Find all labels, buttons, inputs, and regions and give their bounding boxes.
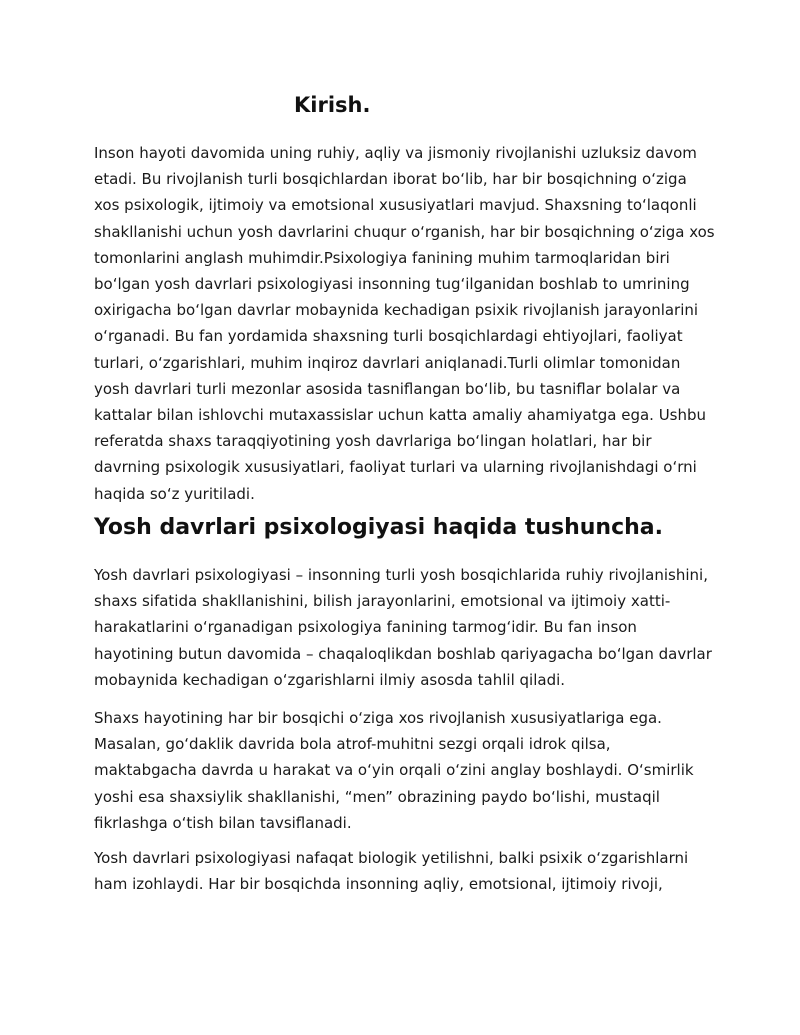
section-paragraph-3: Yosh davrlari psixologiyasi nafaqat biologik yetilishni, balki psixik o‘zgarishlarni ham izohlaydi. Har bir bosqichda insonning aqliy, emotsional, ijtimoiy rivoji, xyxy=(94,849,689,894)
document-title: Kirish. xyxy=(294,93,371,117)
section-heading: Yosh davrlari psixologiyasi haqida tushuncha. xyxy=(94,515,663,540)
section-paragraph-2: Shaxs hayotining har bir bosqichi o‘ziga xos rivojlanish xususiyatlariga ega. Masalan, go‘daklik davrida bola atrof-muhitni sezgi orqali idrok qilsa, maktabgacha davrda u harakat va o‘yin orqali o‘zini anglay boshlaydi. O‘smirlik yoshi esa shaxsiylik shakllanishi, “men” obrazining paydo bo‘lishi, mustaqil fikrlashga o‘tish bilan tavsiflanadi. xyxy=(94,709,694,832)
intro-paragraph: Inson hayoti davomida uning ruhiy, aqliy va jismoniy rivojlanishi uzluksiz davom etadi. Bu rivojlanish turli bosqichlardan iborat bo‘lib, har bir bosqichning o‘ziga xos psixologik, ijtimoiy va emotsional xususiyatlari mavjud. Shaxsning to‘laqonli shakllanishi uchun yosh davrlarini chuqur o‘rganish, har bir bosqichning o‘ziga xos tomonlarini anglash muhimdir.Psixologiya fanining muhim tarmoqlaridan biri bo‘lgan yosh davrlari psixologiyasi insonning tug‘ilganidan boshlab to umrining oxirigacha bo‘lgan davrlar mobaynida kechadigan psixik rivojlanish jarayonlarini o‘rganadi. Bu fan yordamida shaxsning turli bosqichlardagi ehtiyojlari, faoliyat turlari, o‘zgarishlari, muhim inqiroz davrlari aniqlanadi.Turli olimlar tomonidan yosh davrlari turli mezonlar asosida tasniflangan bo‘lib, bu tasniflar bolalar va kattalar bilan ishlovchi mutaxassislar uchun katta amaliy ahamiyatga ega. Ushbu referatda shaxs taraqqiyotining yosh davrlariga bo‘lingan holatlari, har bir davrning psixologik xususiyatlari, faoliyat turlari va ularning rivojlanishdagi o‘rni haqida so‘z yuritiladi. xyxy=(94,144,715,503)
section-paragraph-1: Yosh davrlari psixologiyasi – insonning turli yosh bosqichlarida ruhiy rivojlanishini, shaxs sifatida shakllanishini, bilish jarayonlarini, emotsional va ijtimoiy xatti-harakatlarini o‘rganadigan psixologiya fanining tarmog‘idir. Bu fan inson hayotining butun davomida – chaqaloqlikdan boshlab qariyagacha bo‘lgan davrlar mobaynida kechadigan o‘zgarishlarni ilmiy asosda tahlil qiladi. xyxy=(94,566,712,689)
